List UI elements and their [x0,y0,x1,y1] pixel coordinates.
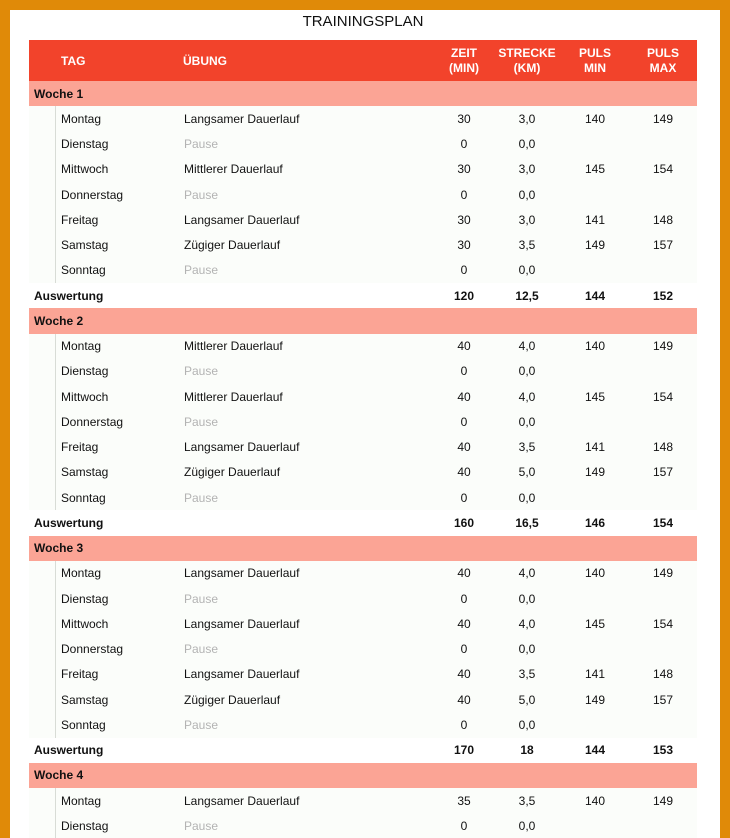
week-header-row [29,536,697,561]
puls-max-value: 148 [652,440,674,455]
day-name: Samstag [61,465,109,480]
exercise-name: Langsamer Dauerlauf [184,111,300,126]
exercise-name: Mittlerer Dauerlauf [184,162,283,177]
day-name: Mittwoch [61,616,109,631]
strecke-value: 3,0 [518,212,536,227]
day-name: Freitag [61,667,99,682]
exercise-name: Mittlerer Dauerlauf [184,339,283,354]
row-guide-line [55,712,56,737]
row-guide-line [55,233,56,258]
row-guide-line [55,637,56,662]
puls-max-value [638,485,688,510]
strecke-value: 0,0 [518,187,536,202]
row-guide-line [55,561,56,586]
summary-row [29,738,697,763]
row-guide-line [55,586,56,611]
table-row [29,611,697,636]
header-strecke: STRECKE (KM) [498,45,556,75]
table-row [29,561,697,586]
day-name: Freitag [61,212,99,227]
summary-zeit: 160 [453,515,475,530]
puls-min-value: 145 [584,162,606,177]
table-row [29,435,697,460]
day-name: Dienstag [61,137,109,152]
header-zeit: ZEIT (MIN) [449,45,479,75]
exercise-name: Pause [184,414,219,429]
row-guide-line [55,384,56,409]
strecke-value: 0,0 [518,591,536,606]
zeit-value: 40 [457,566,471,581]
puls-max-value: 157 [652,238,674,253]
table-row [29,586,697,611]
week-label: Woche 4 [34,768,84,783]
exercise-name: Pause [184,642,219,657]
exercise-name: Pause [184,364,219,379]
table-row [29,712,697,737]
day-name: Dienstag [61,818,109,833]
table-row [29,687,697,712]
exercise-name: Langsamer Dauerlauf [184,566,300,581]
training-table [29,40,697,838]
day-name: Dienstag [61,364,109,379]
exercise-name: Langsamer Dauerlauf [184,667,300,682]
row-guide-line [55,334,56,359]
table-row [29,207,697,232]
table-row [29,106,697,131]
table-row [29,813,697,838]
exercise-name: Langsamer Dauerlauf [184,616,300,631]
zeit-value: 30 [457,162,471,177]
puls-min-value: 141 [584,212,606,227]
zeit-value: 40 [457,440,471,455]
row-guide-line [55,258,56,283]
table-row [29,359,697,384]
exercise-name: Pause [184,187,219,202]
strecke-value: 4,0 [518,566,536,581]
zeit-value: 40 [457,667,471,682]
puls-min-value [570,359,620,384]
day-name: Sonntag [61,490,106,505]
zeit-value: 40 [457,465,471,480]
puls-max-value: 148 [652,667,674,682]
table-row [29,233,697,258]
puls-max-value [638,712,688,737]
day-name: Montag [61,793,102,808]
week-header-row [29,763,697,788]
exercise-name: Pause [184,137,219,152]
row-guide-line [55,611,56,636]
table-row [29,485,697,510]
exercise-name: Langsamer Dauerlauf [184,440,300,455]
exercise-name: Pause [184,717,219,732]
zeit-value: 30 [457,111,471,126]
strecke-value: 0,0 [518,263,536,278]
puls-max-value: 154 [652,389,674,404]
puls-max-value: 149 [652,111,674,126]
table-row [29,409,697,434]
zeit-value: 0 [460,591,468,606]
puls-max-value [638,409,688,434]
day-name: Mittwoch [61,162,109,177]
day-name: Samstag [61,238,109,253]
exercise-name: Pause [184,263,219,278]
week-header-row [29,81,697,106]
summary-row [29,510,697,535]
strecke-value: 0,0 [518,642,536,657]
row-guide-line [55,182,56,207]
row-guide-line [55,662,56,687]
table-row [29,384,697,409]
table-row [29,258,697,283]
puls-max-value: 157 [652,692,674,707]
week-label: Woche 3 [34,541,84,556]
strecke-value: 5,0 [518,692,536,707]
zeit-value: 30 [457,238,471,253]
table-row [29,662,697,687]
puls-max-value: 149 [652,793,674,808]
strecke-value: 4,0 [518,616,536,631]
summary-puls-max: 153 [652,743,674,758]
zeit-value: 40 [457,692,471,707]
exercise-name: Mittlerer Dauerlauf [184,389,283,404]
puls-max-value [638,359,688,384]
puls-min-value [570,712,620,737]
row-guide-line [55,106,56,131]
summary-strecke: 16,5 [515,515,539,530]
strecke-value: 0,0 [518,717,536,732]
summary-puls-max: 154 [652,515,674,530]
puls-min-value: 141 [584,440,606,455]
week-label: Woche 1 [34,86,84,101]
strecke-value: 3,5 [518,667,536,682]
day-name: Mittwoch [61,389,109,404]
puls-max-value [638,813,688,838]
week-label: Woche 2 [34,313,84,328]
training-plan-sheet [10,10,720,838]
page-title: TRAININGSPLAN [302,13,424,30]
zeit-value: 40 [457,616,471,631]
day-name: Donnerstag [61,187,124,202]
zeit-value: 0 [460,187,468,202]
strecke-value: 0,0 [518,490,536,505]
strecke-value: 0,0 [518,818,536,833]
zeit-value: 0 [460,490,468,505]
puls-max-value: 157 [652,465,674,480]
day-name: Donnerstag [61,414,124,429]
zeit-value: 0 [460,137,468,152]
summary-zeit: 170 [453,743,475,758]
week-header-row [29,308,697,333]
puls-min-value: 140 [584,339,606,354]
table-row [29,182,697,207]
row-guide-line [55,359,56,384]
strecke-value: 3,0 [518,111,536,126]
exercise-name: Zügiger Dauerlauf [184,465,281,480]
strecke-value: 3,0 [518,162,536,177]
table-body [29,81,697,838]
day-name: Montag [61,111,102,126]
puls-max-value: 154 [652,162,674,177]
summary-puls-min: 144 [584,743,606,758]
summary-label: Auswertung [34,743,104,758]
exercise-name: Pause [184,490,219,505]
day-name: Donnerstag [61,642,124,657]
header-tag: TAG [61,53,86,68]
puls-min-value: 145 [584,389,606,404]
strecke-value: 5,0 [518,465,536,480]
puls-max-value [638,132,688,157]
puls-min-value [570,182,620,207]
row-guide-line [55,132,56,157]
day-name: Sonntag [61,717,106,732]
puls-max-value [638,258,688,283]
header-puls-min: PULS MIN [578,45,611,75]
table-row [29,788,697,813]
row-guide-line [55,157,56,182]
summary-puls-min: 146 [584,515,606,530]
table-row [29,637,697,662]
zeit-value: 35 [457,793,471,808]
puls-min-value [570,132,620,157]
summary-row [29,283,697,308]
puls-min-value [570,485,620,510]
zeit-value: 0 [460,364,468,379]
row-guide-line [55,460,56,485]
puls-min-value: 140 [584,566,606,581]
exercise-name: Pause [184,591,219,606]
puls-max-value [638,637,688,662]
table-row [29,132,697,157]
puls-max-value [638,586,688,611]
puls-max-value: 149 [652,566,674,581]
table-row [29,157,697,182]
row-guide-line [55,687,56,712]
day-name: Sonntag [61,263,106,278]
zeit-value: 0 [460,414,468,429]
row-guide-line [55,207,56,232]
puls-max-value [638,182,688,207]
strecke-value: 4,0 [518,339,536,354]
row-guide-line [55,435,56,460]
header-uebung: ÜBUNG [183,53,227,68]
exercise-name: Pause [184,818,219,833]
summary-strecke: 18 [520,743,534,758]
exercise-name: Zügiger Dauerlauf [184,692,281,707]
day-name: Dienstag [61,591,109,606]
strecke-value: 4,0 [518,389,536,404]
summary-label: Auswertung [34,288,104,303]
summary-strecke: 12,5 [515,288,539,303]
puls-min-value [570,637,620,662]
table-header [29,40,697,81]
puls-max-value: 154 [652,616,674,631]
day-name: Samstag [61,692,109,707]
strecke-value: 3,5 [518,440,536,455]
puls-max-value: 149 [652,339,674,354]
zeit-value: 0 [460,642,468,657]
header-puls-max: PULS MAX [646,45,679,75]
puls-min-value [570,586,620,611]
day-name: Montag [61,339,102,354]
summary-zeit: 120 [453,288,475,303]
puls-min-value: 149 [584,238,606,253]
puls-min-value: 140 [584,111,606,126]
exercise-name: Langsamer Dauerlauf [184,212,300,227]
puls-min-value: 141 [584,667,606,682]
puls-max-value: 148 [652,212,674,227]
zeit-value: 0 [460,263,468,278]
zeit-value: 40 [457,389,471,404]
strecke-value: 0,0 [518,137,536,152]
row-guide-line [55,485,56,510]
summary-puls-min: 144 [584,288,606,303]
table-row [29,460,697,485]
day-name: Montag [61,566,102,581]
zeit-value: 0 [460,717,468,732]
zeit-value: 40 [457,339,471,354]
exercise-name: Langsamer Dauerlauf [184,793,300,808]
puls-min-value: 149 [584,465,606,480]
puls-min-value [570,258,620,283]
strecke-value: 3,5 [518,238,536,253]
row-guide-line [55,788,56,813]
summary-puls-max: 152 [652,288,674,303]
zeit-value: 30 [457,212,471,227]
row-guide-line [55,813,56,838]
puls-min-value [570,813,620,838]
puls-min-value [570,409,620,434]
exercise-name: Zügiger Dauerlauf [184,238,281,253]
zeit-value: 0 [460,818,468,833]
row-guide-line [55,409,56,434]
strecke-value: 0,0 [518,364,536,379]
strecke-value: 3,5 [518,793,536,808]
day-name: Freitag [61,440,99,455]
strecke-value: 0,0 [518,414,536,429]
summary-label: Auswertung [34,515,104,530]
table-row [29,334,697,359]
puls-min-value: 145 [584,616,606,631]
puls-min-value: 140 [584,793,606,808]
puls-min-value: 149 [584,692,606,707]
